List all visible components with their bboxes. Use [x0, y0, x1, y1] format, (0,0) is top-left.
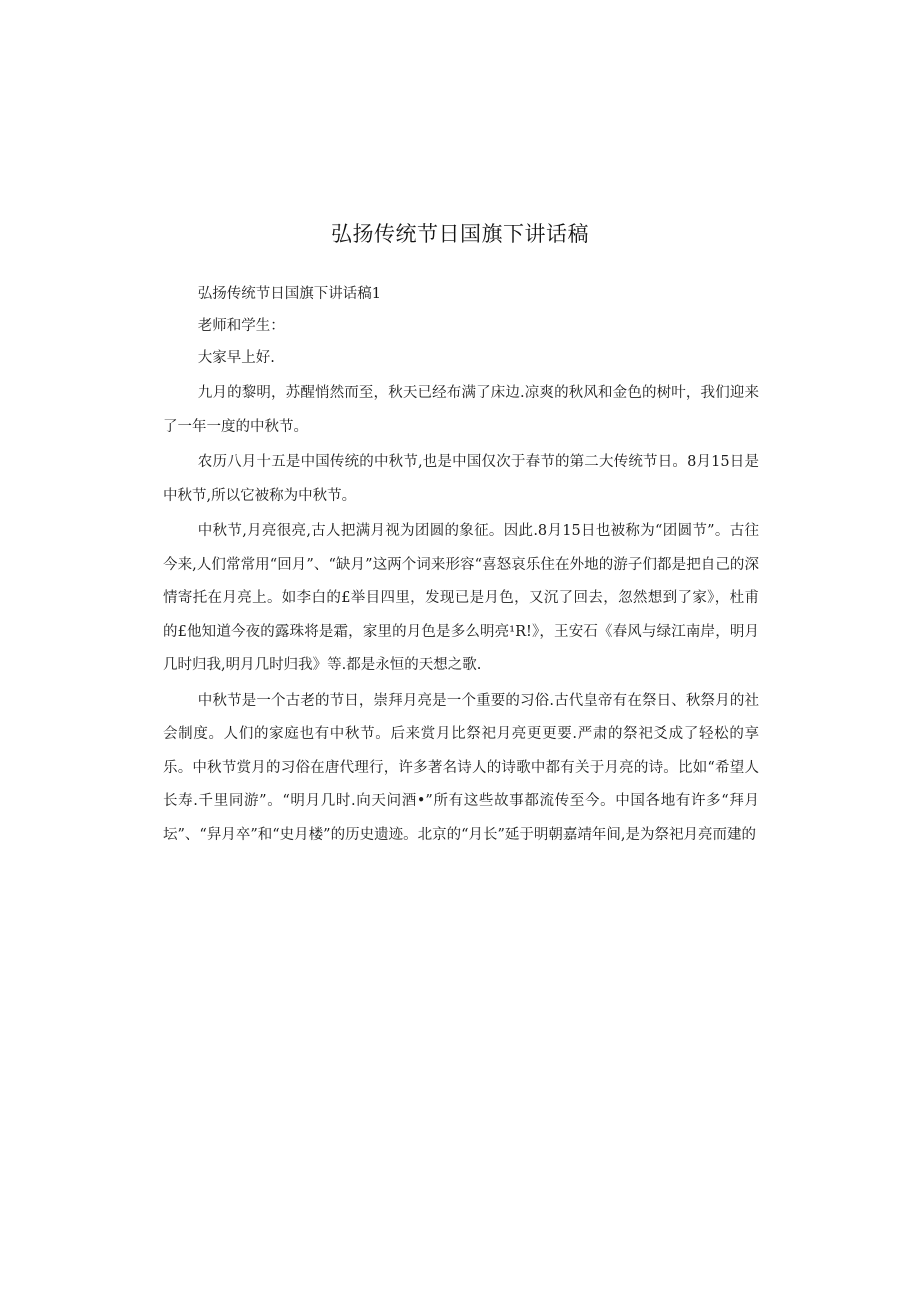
paragraph-moon-worship: 中秋节是一个古老的节日，崇拜月亮是一个重要的习俗.古代皇帝有在祭日、秋祭月的社会制度。人们的家庭也有中秋节。后来赏月比祭祀月亮更更要.严肃的祭祀爻成了轻松的享乐。中秋节赏月的习俗在唐代理行，许多著名诗人的诗歌中都有关于月亮的诗。比如“希望人长寿.千里同游”。“明月几时.向天问酒•”所有这些故事都流传至今。中国各地有许多“拜月坛”、“舁月卒”和“史月楼”的历史遗迹。北京的“月长”延于明朝嘉靖年间,是为祭祀月亮而建的	[163, 692, 759, 843]
salutation: 老师和学生：	[197, 318, 285, 334]
paragraph-reunion-festival: 中秋节,月亮很亮,古人把满月视为团圆的象征。因此.8月15日也被称为“团圆节”。古往今来,人们常常用“回月”、“缺月”这两个词来形容“喜怒哀乐住在外地的游子们都是把自己的深情寄托在月亮上。如李白的£举目四里，发现已是月色，又沉了回去，忽然想到了家》，杜甫的£他知道今夜的露珠将是霜，家里的月色是多么明亮¹R!》，王安石《春风与绿江南岸，明月几时归我,明月几时归我》等.都是永恒的天想之歌.	[163, 523, 759, 673]
document-title: 弘扬传统节日国旗下讲话稿	[331, 222, 589, 246]
document-body	[163, 284, 759, 852]
greeting: 大家早上好.	[197, 350, 275, 366]
paragraph-lunar-calendar: 农历八月十五是中国传统的中秋节,也是中国仅次于春节的第二大传统节日。8月15日是中秋节,所以它被称为中秋节。	[163, 454, 759, 504]
document-subtitle: 弘扬传统节日国旗下讲话稿1	[197, 286, 382, 302]
paragraph-autumn-morning: 九月的黎明，苏醒悄然而至，秋天已经布满了床边.凉爽的秋风和金色的树叶，我们迎来了一年一度的中秋节。	[163, 385, 759, 435]
